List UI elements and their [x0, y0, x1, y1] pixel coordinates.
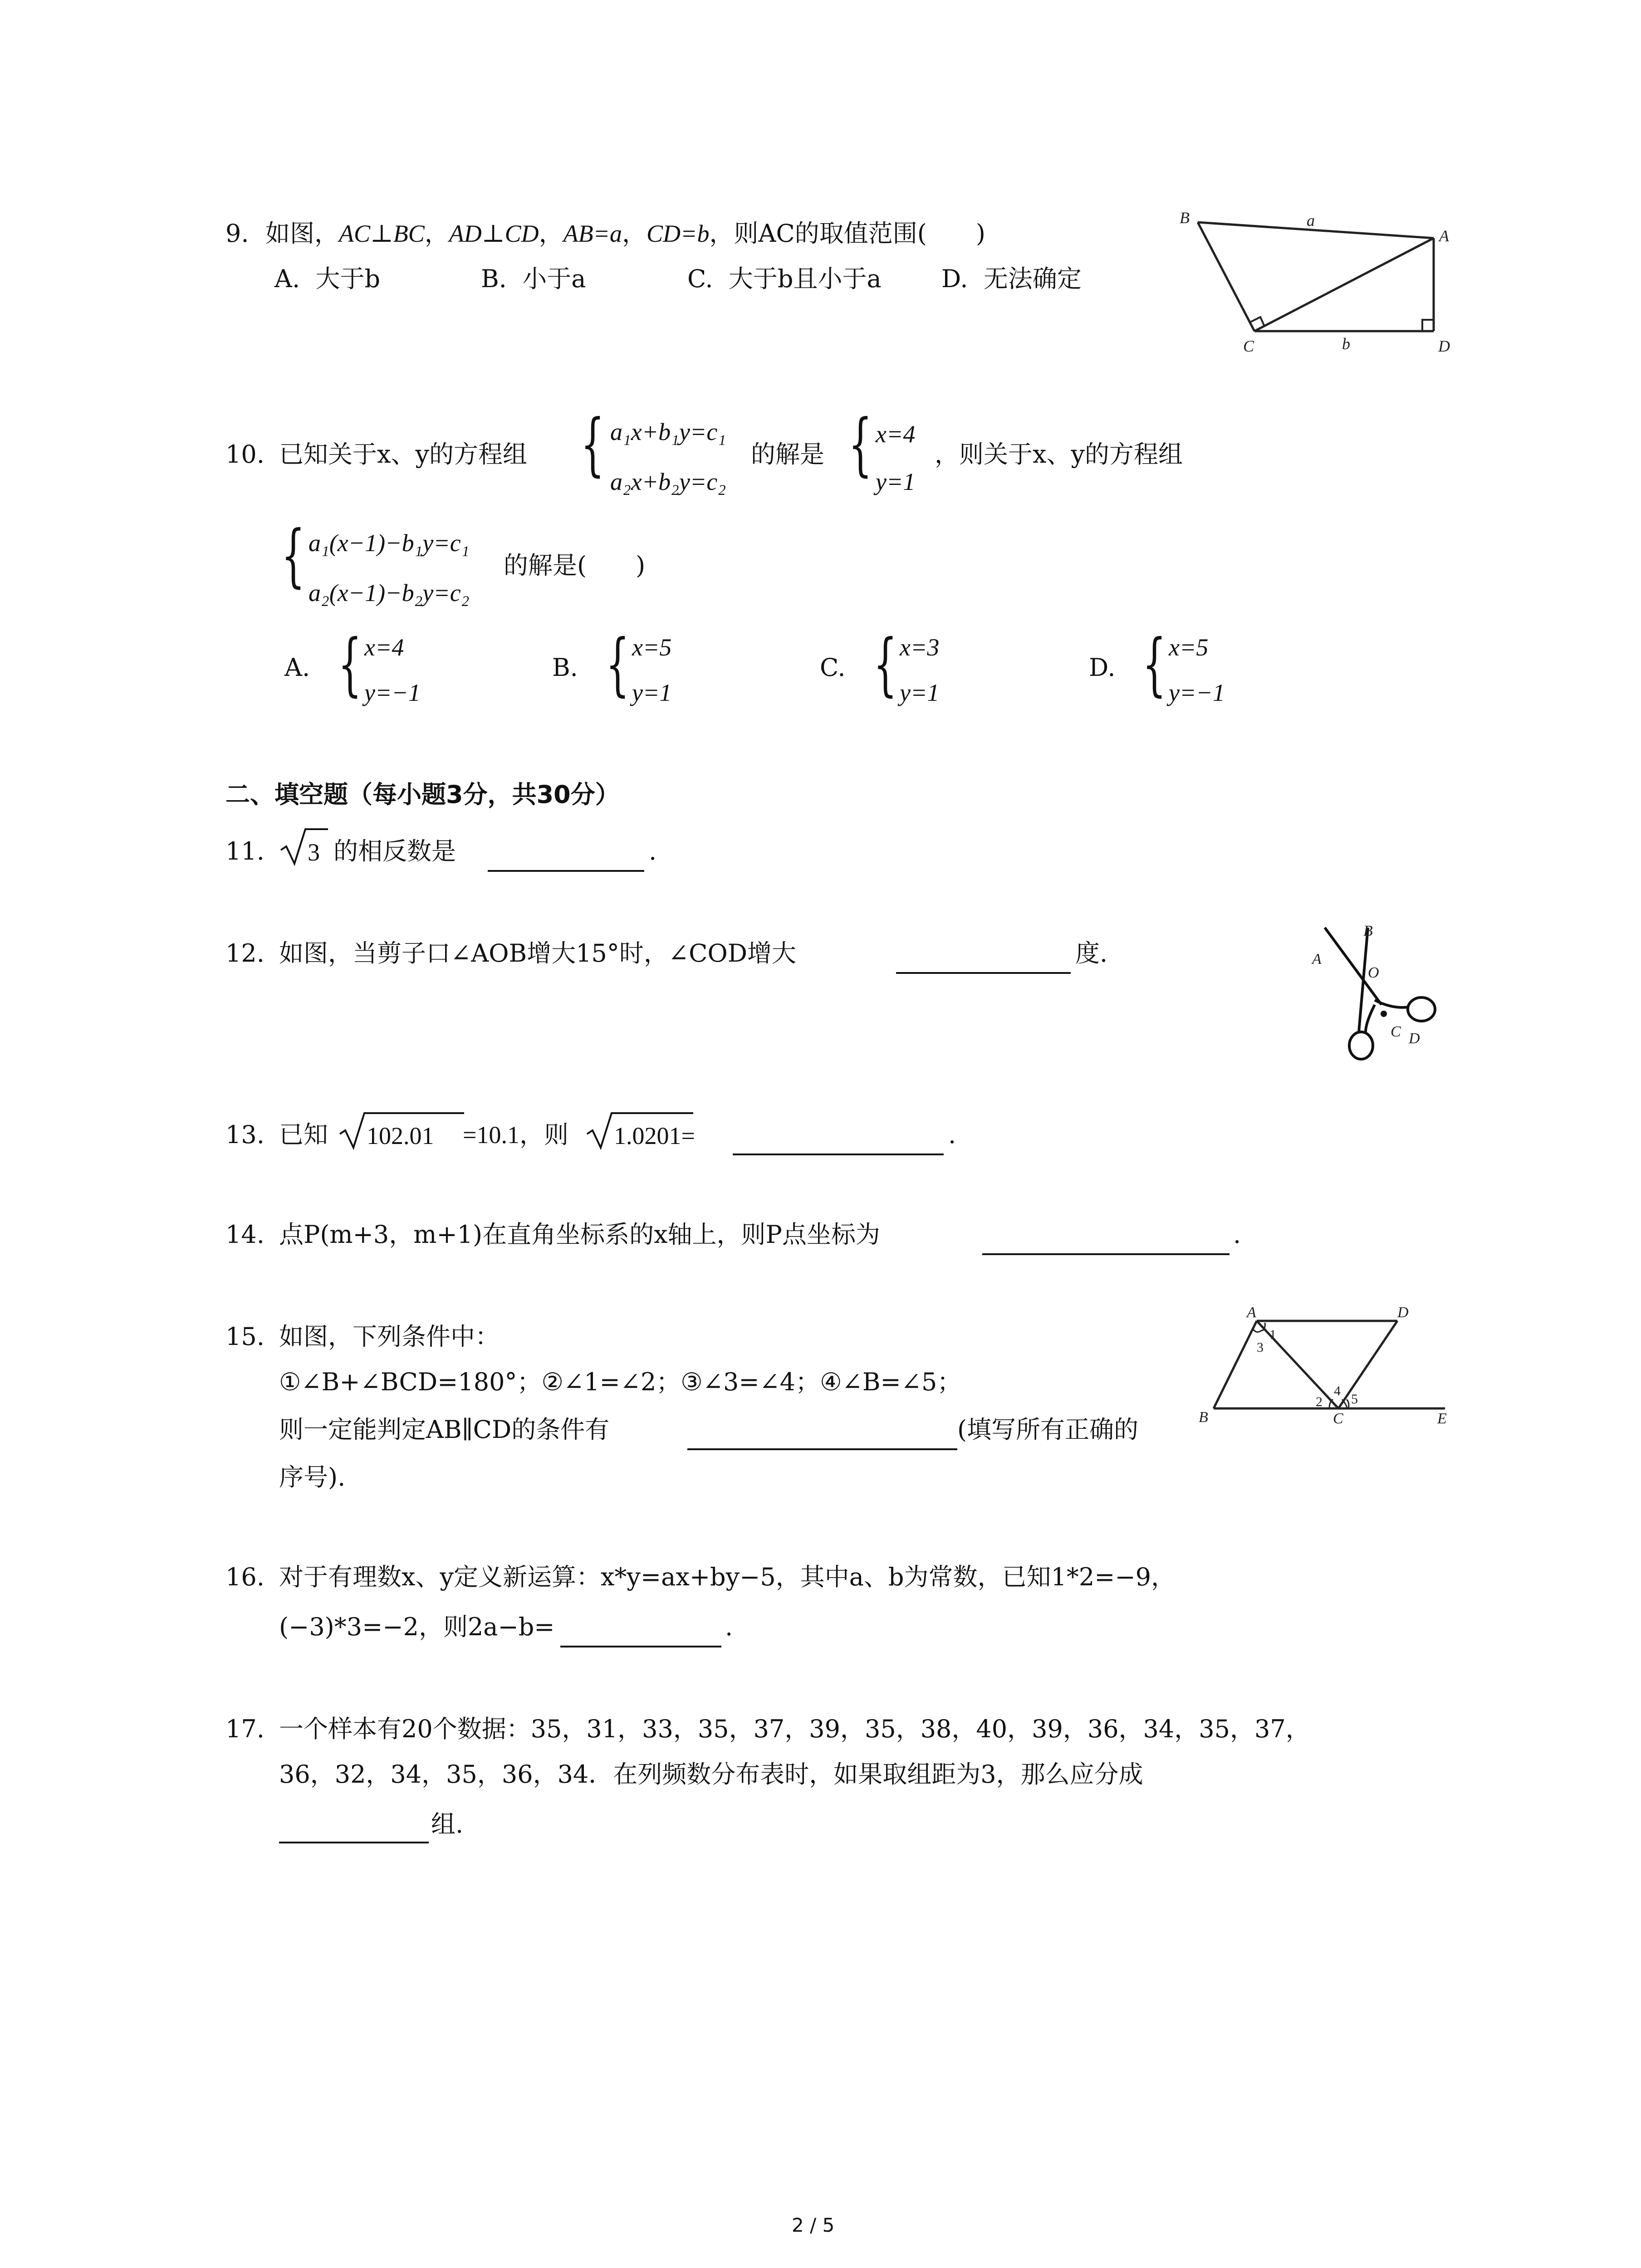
q9-cond2: AD⊥CD	[449, 220, 539, 247]
q9-stem-prefix: 如图，	[265, 219, 339, 248]
q10-sol-x: x=4	[876, 420, 916, 448]
handle-arm-c	[1366, 1005, 1375, 1032]
q17-end: 组.	[431, 1810, 464, 1838]
q10-sys2-eq1: a₁(x−1)−b₁y=c₁	[309, 529, 470, 557]
q9-number: 9.	[225, 219, 249, 248]
q15-line4: 序号).	[279, 1463, 346, 1491]
q11-text: 的相反数是	[333, 837, 456, 865]
q10-brace2: {	[848, 405, 872, 484]
page-number: 2 / 5	[792, 2214, 835, 2236]
option-label: C.	[820, 653, 846, 682]
option-label: A.	[274, 264, 300, 293]
label-b: B	[1363, 923, 1373, 939]
angle-4: 4	[1334, 1383, 1341, 1398]
q14-end: .	[1233, 1220, 1241, 1249]
q9-stem-suffix: 则AC的取值范围( )	[734, 219, 985, 248]
q9-stem: 如图，AC⊥BC，AD⊥CD，AB=a，CD=b，则AC的取值范围( )	[265, 219, 985, 248]
option-text: 大于b且小于a	[728, 264, 882, 293]
q12-text: 如图，当剪子口∠AOB增大15°时，∠COD增大	[279, 939, 797, 968]
q10-brace3: {	[281, 516, 305, 595]
label-a: A	[1312, 951, 1322, 968]
q13-number: 13.	[225, 1120, 265, 1149]
option-label: B.	[481, 264, 507, 293]
q11-radicand: 3	[308, 839, 320, 866]
q10-text1: 已知关于x、y的方程组	[279, 440, 527, 469]
q16-line1: 对于有理数x、y定义新运算：x*y=ax+by−5，其中a、b为常数，已知1*2=−9，	[279, 1563, 1176, 1591]
option-brace: {	[606, 625, 630, 704]
q14-answer-blank[interactable]	[982, 1253, 1230, 1255]
segment-bc	[1198, 222, 1254, 331]
label-o: O	[1368, 964, 1379, 981]
option-text: 大于b	[315, 264, 381, 293]
q17-line1: 一个样本有20个数据：35，31，33，35，37，39，35，38，40，39，36，34，35，37，	[279, 1715, 1310, 1743]
q13-answer-blank[interactable]	[733, 1154, 944, 1155]
q10-text2: 的解是	[751, 440, 824, 469]
option-x: x=5	[1169, 634, 1209, 661]
q9-cond4: CD=b	[647, 220, 710, 247]
label-d: D	[1438, 337, 1450, 355]
q10-sol-y: y=1	[876, 468, 916, 495]
option-y: y=1	[900, 679, 940, 706]
option-brace: {	[873, 625, 897, 704]
segment-ba	[1198, 222, 1434, 238]
angle-5: 5	[1351, 1392, 1358, 1407]
option-label: D.	[941, 264, 968, 293]
option-label: D.	[1089, 653, 1116, 682]
segment-ca	[1254, 238, 1434, 331]
option-x: x=5	[632, 634, 672, 661]
q15-answer-blank[interactable]	[687, 1448, 957, 1450]
option-brace: {	[338, 625, 362, 704]
q10-brace1: {	[581, 405, 605, 484]
right-angle-d	[1422, 320, 1434, 331]
q14-text: 点P(m+3，m+1)在直角坐标系的x轴上，则P点坐标为	[279, 1220, 880, 1249]
q9-option-d	[941, 264, 1082, 293]
q12-scissors-figure	[1307, 914, 1456, 1064]
handle-arm-d	[1375, 1000, 1409, 1007]
q10-sys2-eq2: a₂(x−1)−b₂y=c₂	[309, 579, 470, 606]
label-c: C	[1333, 1410, 1343, 1424]
q16-end: .	[725, 1613, 733, 1641]
line-ab	[1214, 1321, 1257, 1408]
option-text: 无法确定	[983, 264, 1082, 293]
q9-option-b	[481, 264, 586, 293]
q10-sys1-eq1: a₁x+b₁y=c₁	[610, 418, 726, 445]
handle-ring-c	[1349, 1032, 1373, 1059]
option-label: B.	[552, 653, 578, 682]
section-title: 二、填空题（每小题3分，共30分）	[225, 780, 620, 809]
q12-answer-blank[interactable]	[896, 972, 1071, 974]
q11-answer-blank[interactable]	[488, 870, 644, 872]
q17-line2: 36，32，34，35，36，34．在列频数分布表时，如果取组距为3，那么应分成	[279, 1760, 1143, 1789]
q15-number: 15.	[225, 1322, 265, 1351]
label-e: E	[1437, 1410, 1447, 1424]
label-a: A	[1439, 227, 1449, 245]
line-dc	[1338, 1321, 1397, 1408]
option-label: A.	[284, 653, 310, 682]
q10-text3: ，则关于x、y的方程组	[935, 440, 1183, 469]
q13-radicand-2: 1.0201=	[614, 1122, 695, 1149]
q15-figure	[1189, 1306, 1452, 1424]
label-side-a: a	[1307, 211, 1315, 230]
q12-end: 度.	[1075, 939, 1108, 968]
q10-text4: 的解是( )	[504, 551, 646, 580]
handle-ring-d	[1408, 997, 1435, 1021]
line-ac	[1257, 1321, 1338, 1408]
q11-end: .	[649, 837, 657, 865]
q9-figure	[1171, 200, 1465, 363]
option-x: x=3	[900, 634, 940, 661]
q15-line1: 如图，下列条件中：	[279, 1322, 500, 1351]
q13-text1: 已知	[279, 1120, 328, 1149]
option-text: 小于a	[522, 264, 586, 293]
q9-option-a	[274, 264, 381, 293]
option-y: y=1	[632, 679, 672, 706]
label-d: D	[1409, 1030, 1420, 1047]
label-c: C	[1243, 337, 1254, 355]
option-label: C.	[687, 264, 713, 293]
option-x: x=4	[364, 634, 404, 661]
q15-line3a: 则一定能判定AB∥CD的条件有	[279, 1415, 610, 1444]
option-brace: {	[1142, 625, 1166, 704]
angle-2: 2	[1316, 1394, 1323, 1409]
angle-3: 3	[1257, 1340, 1264, 1355]
label-b: B	[1180, 209, 1190, 227]
q9-option-c	[687, 264, 882, 293]
label-side-b: b	[1342, 335, 1350, 353]
right-angle-c	[1250, 317, 1264, 326]
q14-number: 14.	[225, 1220, 265, 1249]
q10-sys1-eq2: a₂x+b₂y=c₂	[610, 468, 726, 495]
angle-1: 1	[1269, 1327, 1276, 1342]
option-y: y=−1	[1169, 679, 1225, 706]
q9-cond1: AC⊥BC	[339, 220, 425, 247]
q13-end: .	[948, 1120, 956, 1149]
option-y: y=−1	[364, 679, 421, 706]
q16-line2: (−3)*3=−2，则2a−b=	[279, 1613, 555, 1641]
q13-radicand-1: 102.01	[367, 1122, 434, 1149]
q16-answer-blank[interactable]	[560, 1646, 721, 1647]
q17-number: 17.	[225, 1715, 265, 1743]
q15-line2: ①∠B+∠BCD=180°；②∠1=∠2；③∠3=∠4；④∠B=∠5；	[279, 1368, 962, 1396]
q9-cond3: AB=a	[563, 220, 622, 247]
label-d: D	[1397, 1306, 1409, 1321]
q16-number: 16.	[225, 1563, 265, 1591]
q11-number: 11.	[225, 837, 265, 865]
label-b: B	[1199, 1409, 1208, 1424]
q12-number: 12.	[225, 939, 265, 968]
q10-number: 10.	[225, 440, 265, 469]
blade-b	[1359, 928, 1368, 1032]
q11-radical-sign	[279, 826, 329, 867]
q13-text2: =10.1，则	[463, 1121, 568, 1149]
q17-answer-blank[interactable]	[279, 1842, 429, 1843]
q15-line3b: (填写所有正确的	[957, 1415, 1139, 1444]
label-c: C	[1391, 1023, 1401, 1040]
label-a: A	[1247, 1306, 1256, 1321]
